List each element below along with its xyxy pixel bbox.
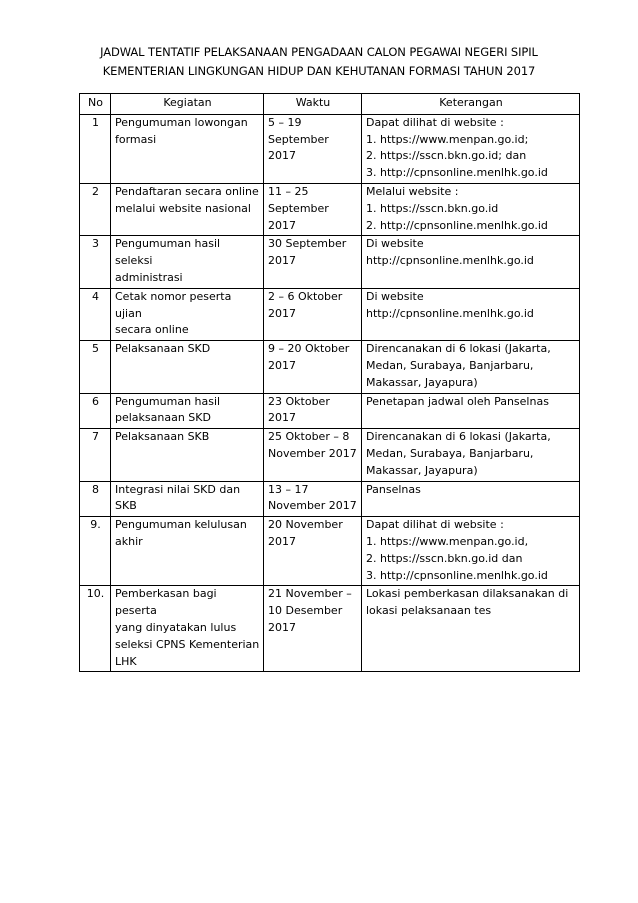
cell-keterangan-line: Medan, Surabaya, Banjarbaru,: [366, 446, 534, 460]
cell-kegiatan-line: Pendaftaran secara online: [115, 184, 259, 198]
cell-kegiatan-line: formasi: [115, 132, 157, 146]
cell-kegiatan: [111, 183, 264, 235]
cell-keterangan-line: Melalui website :: [366, 184, 459, 198]
cell-waktu-line: 13 – 17: [268, 482, 309, 496]
cell-waktu-line: 5 – 19: [268, 115, 302, 129]
cell-kegiatan-line: Pemberkasan bagi peserta: [115, 587, 217, 618]
cell-no: 8: [80, 481, 111, 517]
table-row: [80, 183, 580, 235]
cell-kegiatan: [111, 114, 264, 183]
table-row: [80, 429, 580, 481]
cell-waktu: [264, 236, 362, 288]
cell-waktu-line: 2017: [268, 358, 296, 372]
cell-waktu-line: 2 – 6 Oktober: [268, 289, 343, 303]
cell-kegiatan: [111, 586, 264, 672]
cell-waktu-line: 2017: [268, 411, 296, 425]
cell-waktu: [264, 481, 362, 517]
cell-keterangan-line: Panselnas: [366, 482, 421, 496]
cell-kegiatan-line: Pengumuman kelulusan: [115, 518, 247, 532]
cell-no: 1: [80, 114, 111, 183]
cell-keterangan: [362, 517, 580, 586]
cell-waktu-line: 2017: [268, 306, 296, 320]
cell-kegiatan-line: akhir: [115, 534, 143, 548]
cell-waktu: [264, 341, 362, 393]
cell-no: 10.: [80, 586, 111, 672]
cell-keterangan-line: Direncanakan di 6 lokasi (Jakarta,: [366, 430, 551, 444]
table-body: [80, 114, 580, 672]
cell-waktu: [264, 183, 362, 235]
header-kegiatan: Kegiatan: [111, 94, 264, 115]
table-row: [80, 288, 580, 340]
cell-keterangan-line: 1. https://www.menpan.go.id;: [366, 132, 529, 146]
table-row: [80, 236, 580, 288]
cell-waktu-line: 10 Desember: [268, 604, 343, 618]
cell-kegiatan: [111, 236, 264, 288]
cell-keterangan: [362, 429, 580, 481]
cell-keterangan-line: Direncanakan di 6 lokasi (Jakarta,: [366, 342, 551, 356]
cell-keterangan-line: 3. http://cpnsonline.menlhk.go.id: [366, 166, 548, 180]
cell-no: 7: [80, 429, 111, 481]
cell-keterangan-line: Lokasi pemberkasan dilaksanakan di: [366, 587, 569, 601]
cell-keterangan-line: 1. https://www.menpan.go.id,: [366, 534, 529, 548]
cell-keterangan-line: 1. https://sscn.bkn.go.id: [366, 201, 499, 215]
cell-waktu-line: September 2017: [268, 201, 329, 232]
header-waktu: Waktu: [264, 94, 362, 115]
cell-waktu-line: September 2017: [268, 132, 329, 163]
cell-waktu-line: 20 November: [268, 518, 343, 532]
document-title-line-1: JADWAL TENTATIF PELAKSANAAN PENGADAAN CALON PEGAWAI NEGERI SIPIL: [100, 45, 538, 59]
cell-kegiatan-line: Pengumuman hasil: [115, 394, 221, 408]
cell-waktu: [264, 517, 362, 586]
cell-keterangan-line: lokasi pelaksanaan tes: [366, 604, 492, 618]
cell-kegiatan-line: Pengumuman lowongan: [115, 115, 248, 129]
cell-kegiatan: [111, 288, 264, 340]
table-row: [80, 114, 580, 183]
cell-kegiatan-line: Integrasi nilai SKD dan: [115, 482, 241, 496]
cell-kegiatan-line: Pelaksanaan SKD: [115, 342, 211, 356]
cell-kegiatan-line: Cetak nomor peserta ujian: [115, 289, 232, 320]
cell-waktu-line: 9 – 20 Oktober: [268, 342, 350, 356]
schedule-table: [79, 93, 580, 672]
cell-kegiatan-line: administrasi: [115, 270, 183, 284]
cell-keterangan-line: Di website: [366, 237, 424, 251]
table-row: [80, 341, 580, 393]
cell-keterangan-line: Makassar, Jayapura): [366, 375, 478, 389]
cell-kegiatan: [111, 481, 264, 517]
cell-keterangan: [362, 114, 580, 183]
cell-keterangan: [362, 586, 580, 672]
cell-waktu-line: 25 Oktober – 8: [268, 430, 350, 444]
cell-kegiatan-line: LHK: [115, 654, 137, 668]
cell-no: 5: [80, 341, 111, 393]
cell-kegiatan-line: secara online: [115, 323, 189, 337]
cell-keterangan-line: 3. http://cpnsonline.menlhk.go.id: [366, 568, 548, 582]
cell-kegiatan-line: Pelaksanaan SKB: [115, 430, 210, 444]
cell-keterangan: [362, 236, 580, 288]
cell-keterangan-line: 2. https://sscn.bkn.go.id; dan: [366, 149, 527, 163]
cell-kegiatan-line: pelaksanaan SKD: [115, 411, 211, 425]
cell-keterangan-line: 2. https://sscn.bkn.go.id dan: [366, 551, 523, 565]
table-header-row: [80, 94, 580, 115]
cell-keterangan-line: Makassar, Jayapura): [366, 463, 478, 477]
cell-no: 6: [80, 393, 111, 429]
cell-keterangan-line: Medan, Surabaya, Banjarbaru,: [366, 358, 534, 372]
table-row: [80, 481, 580, 517]
cell-no: 9.: [80, 517, 111, 586]
document-title-line-2: KEMENTERIAN LINGKUNGAN HIDUP DAN KEHUTANAN FORMASI TAHUN 2017: [102, 64, 536, 78]
cell-keterangan: [362, 393, 580, 429]
cell-keterangan: [362, 341, 580, 393]
cell-waktu: [264, 429, 362, 481]
table-row: [80, 586, 580, 672]
cell-no: 3: [80, 236, 111, 288]
table-row: [80, 517, 580, 586]
cell-keterangan: [362, 288, 580, 340]
cell-keterangan-line: Penetapan jadwal oleh Panselnas: [366, 394, 549, 408]
cell-waktu: [264, 288, 362, 340]
cell-kegiatan-line: SKB: [115, 499, 137, 513]
cell-keterangan-line: Di website: [366, 289, 424, 303]
cell-waktu-line: 30 September: [268, 237, 347, 251]
cell-kegiatan: [111, 517, 264, 586]
cell-waktu-line: 2017: [268, 254, 296, 268]
cell-no: 4: [80, 288, 111, 340]
cell-keterangan-line: http://cpnsonline.menlhk.go.id: [366, 306, 534, 320]
cell-waktu: [264, 586, 362, 672]
cell-kegiatan-line: Pengumuman hasil seleksi: [115, 237, 221, 268]
cell-kegiatan: [111, 341, 264, 393]
cell-kegiatan-line: yang dinyatakan lulus: [115, 620, 237, 634]
cell-keterangan-line: Dapat dilihat di website :: [366, 115, 504, 129]
cell-kegiatan: [111, 429, 264, 481]
cell-waktu-line: 21 November –: [268, 587, 352, 601]
cell-waktu-line: 2017: [268, 620, 296, 634]
cell-no: 2: [80, 183, 111, 235]
cell-keterangan: [362, 183, 580, 235]
cell-waktu: [264, 393, 362, 429]
cell-waktu: [264, 114, 362, 183]
cell-waktu-line: 23 Oktober: [268, 394, 330, 408]
cell-kegiatan-line: seleksi CPNS Kementerian: [115, 637, 260, 651]
cell-keterangan: [362, 481, 580, 517]
cell-waktu-line: November 2017: [268, 499, 357, 513]
header-no: No: [80, 94, 111, 115]
cell-waktu-line: November 2017: [268, 446, 357, 460]
header-keterangan: Keterangan: [362, 94, 580, 115]
cell-waktu-line: 11 – 25: [268, 184, 309, 198]
table-row: [80, 393, 580, 429]
cell-waktu-line: 2017: [268, 534, 296, 548]
cell-keterangan-line: 2. http://cpnsonline.menlhk.go.id: [366, 218, 548, 232]
cell-keterangan-line: Dapat dilihat di website :: [366, 518, 504, 532]
cell-keterangan-line: http://cpnsonline.menlhk.go.id: [366, 254, 534, 268]
cell-kegiatan-line: melalui website nasional: [115, 201, 251, 215]
cell-kegiatan: [111, 393, 264, 429]
